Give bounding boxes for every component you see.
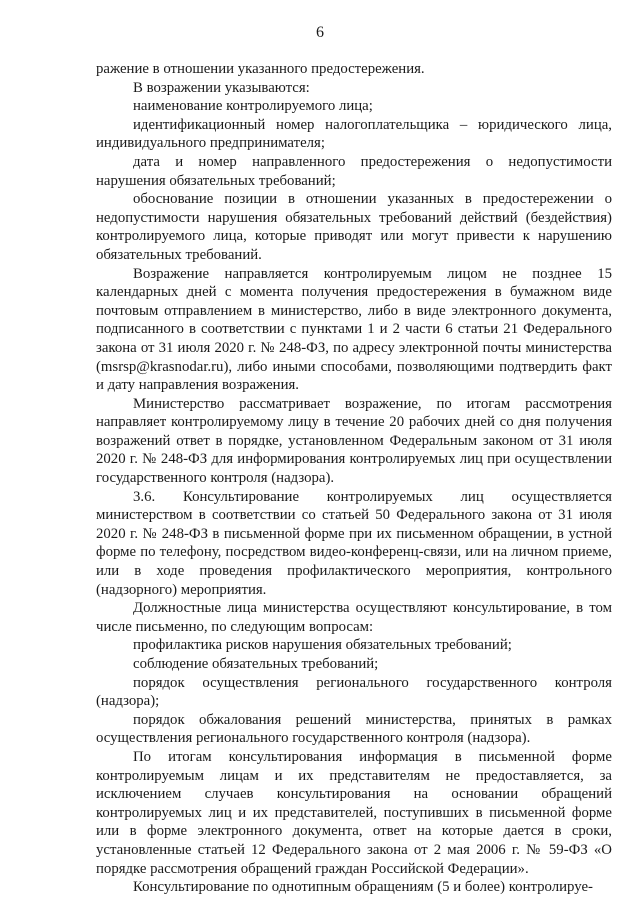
list-item-inn: идентификационный номер налогоплательщика – юридического лица, индивидуального предпринимателя; <box>96 116 612 152</box>
list-item-justification: обоснование позиции в отношении указанных в предостережении о недопустимости нарушения обязательных требований действий (бездействия) контролируемого лица, которые приводят или могут привести к нарушению обязательных требований. <box>96 191 612 263</box>
list-item-date-number: дата и номер направленного предостережения о недопустимости нарушения обязательных требований; <box>96 153 612 189</box>
list-item-name: наименование контролируемого лица; <box>133 98 373 115</box>
list-item-risk-prevention: профилактика рисков нарушения обязательных требований; <box>133 637 512 654</box>
list-item-control-procedure: порядок осуществления регионального государственного контроля (надзора); <box>96 674 612 710</box>
document-body <box>96 60 612 897</box>
paragraph-similar-requests: Консультирование по однотипным обращениям (5 и более) контролируе- <box>133 879 593 896</box>
paragraph-written-info: По итогам консультирования информация в письменной форме контролируемым лицам и их представителям не предоставляется, за исключением случаев консультирования на основании обращений контролируемых лиц и их представителей, поступивших в письменной форме или в форме электронного документа, ответ на которые дается в сроки, установленные статьей 12 Федерального закона от 2 мая 2006 г. № 59-ФЗ «О порядке рассмотрения обращений граждан Российской Федерации». <box>96 748 612 877</box>
paragraph-ministry-review: Министерство рассматривает возражение, по итогам рассмотрения направляет контролируемому лицу в течение 20 рабочих дней со дня получения возражений ответ в порядке, установленном Федеральным законом от 31 июля 2020 г. № 248-ФЗ для информирования контролируемых лиц при осуществлении государственного контроля (надзора). <box>96 395 612 487</box>
paragraph-continuation: ражение в отношении указанного предостережения. <box>96 61 425 77</box>
page-number: 6 <box>316 24 324 41</box>
paragraph-objection-submission: Возражение направляется контролируемым лицом не позднее 15 календарных дней с момента получения предостережения в бумажном виде почтовым отправлением в министерство, либо в виде электронного документа, подписанного в соответствии с пунктами 1 и 2 части 6 статьи 21 Федерального закона от 31 июля 2020 г. № 248-ФЗ, по адресу электронной почты министерства (msrsp@krasnodar.ru), либо иными способами, позволяющими подтвердить факт и дату направления возражения. <box>96 265 612 394</box>
paragraph-consulting-3-6: 3.6. Консультирование контролируемых лиц осуществляется министерством в соответствии со статьей 50 Федерального закона от 31 июля 2020 г. № 248-ФЗ в письменной форме при их письменном обращении, в устной форме по телефону, посредством видео-конференц-связи, или на личном приеме, или в ходе проведения профилактического мероприятия, контрольного (надзорного) мероприятия. <box>96 488 612 598</box>
list-item-appeal-procedure: порядок обжалования решений министерства, принятых в рамках осуществления регионального государственного контроля (надзора). <box>96 711 612 747</box>
paragraph-objection-contents-intro: В возражении указываются: <box>133 79 310 96</box>
list-item-compliance: соблюдение обязательных требований; <box>133 656 379 672</box>
paragraph-officials-consulting: Должностные лица министерства осуществляют консультирование, в том числе письменно, по следующим вопросам: <box>96 600 612 635</box>
